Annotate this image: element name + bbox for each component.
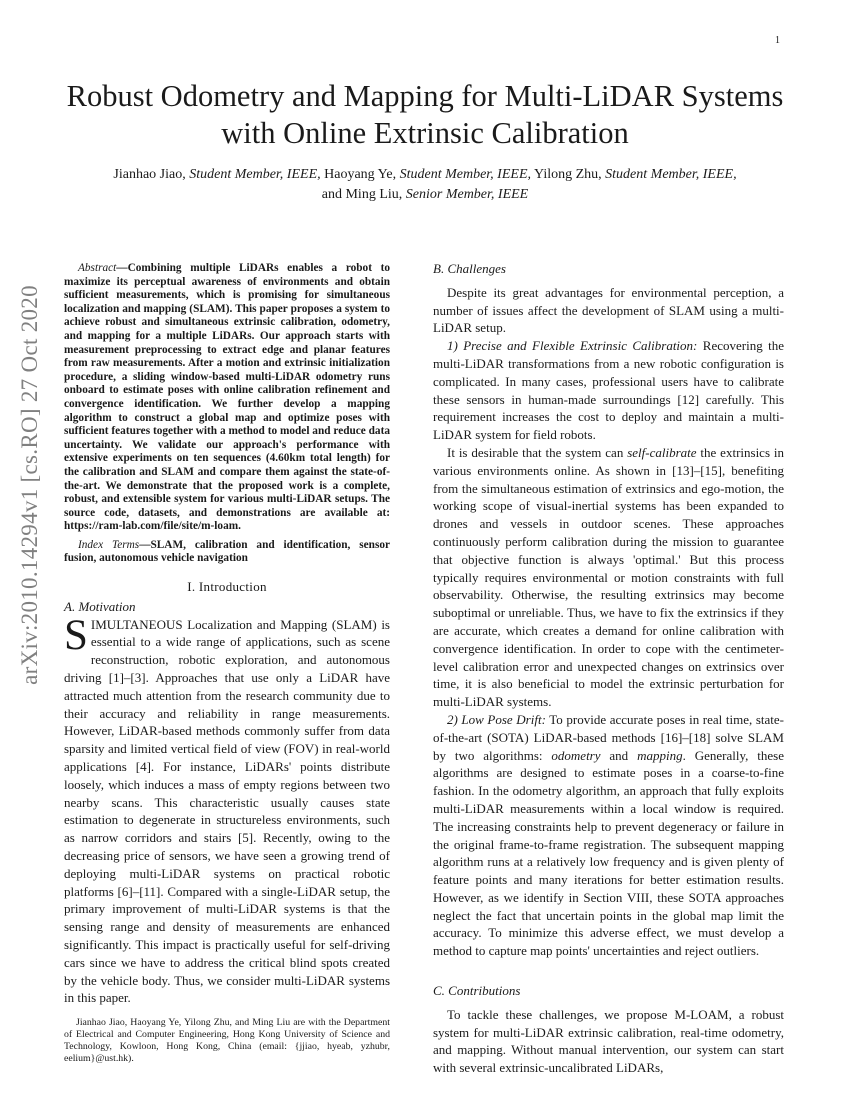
paragraph-text: To provide accurate poses in real time, state-of-the-art (SOTA) LiDAR-based methods [16]–[18] solve SLAM by two algorithms: <box>433 711 784 763</box>
author-name: Jianhao Jiao, <box>113 167 186 182</box>
paragraph-text: and <box>600 747 638 763</box>
subsection-heading: B. Challenges <box>433 261 506 276</box>
motivation-text: IMULTANEOUS Localization and Mapping (SLAM) is essential to a wide range of applications, such as scene reconstruction, robotic exploration, and autonomous driving [1]–[3]. Approaches that use only a LiDAR have attracted much attention from the research community due to their accuracy and reliability in range measurements. However, LiDAR-based methods commonly suffer from data sparsity and limited vertical field of view (FOV) in real-world applications [4]. For instance, LiDARs' points distribute loosely, which induces a mass of empty regions between two nearby scans. This characteristic usually causes state estimation to degenerate in structureless environments, such as narrow corridors and stairs [5]. Recently, owing to the decreasing price of sensors, we have seen a growing trend of deploying multi-LiDAR systems on practical robotic platforms [6]–[11]. Compared with a single-LiDAR setup, the primary improvement of multi-LiDAR systems is that the sensing range and density of measurements are enhanced significantly. This impact is practically useful for self-driving cars since we have to address the critical blind spots created by the vehicle body. Thus, we consider multi-LiDAR systems in this paper. <box>64 616 390 1006</box>
abstract <box>64 262 390 534</box>
page-number: 1 <box>775 35 780 46</box>
body-paragraph <box>433 711 784 960</box>
paragraph-text: . Generally, these algorithms are designed to estimate poses in a coarse-to-fine fashion. In the odometry algorithm, an approach that fully exploits multi-LiDAR measurements within a local window is required. The increasing constraints help to prevent degeneracy or failure in the original frame-to-frame registration. The subsequent mapping algorithm runs at a relatively low frequency and is given plenty of feature points and many iterations for better estimation results. However, as we identify in Section VIII, these SOTA approaches neglect the fact that uncertain points in the global map limit the accuracy. To minimize this adverse effect, we must develop a method to capture map points' uncertainties and reject outliers. <box>433 747 784 959</box>
section-heading: I. Introduction <box>187 579 267 595</box>
paragraph-heading: 1) Precise and Flexible Extrinsic Calibration: <box>447 338 698 354</box>
left-column <box>64 262 390 1065</box>
emphasis-text: mapping <box>637 747 683 763</box>
arxiv-identifier-stamp <box>10 280 50 690</box>
author-role: Student Member, IEEE, <box>189 167 321 182</box>
body-paragraph <box>433 337 784 444</box>
subsection-heading: A. Motivation <box>64 598 136 614</box>
paper-title: Robust Odometry and Mapping for Multi-LiDAR Systems with Online Extrinsic Calibration <box>66 79 784 150</box>
paragraph-text: Recovering the multi-LiDAR transformations from a new robotic configuration is complicated. In many cases, professional users have to calibrate these sensors in human-made surroundings [12] carefully. This requirement increases the cost to deploy and maintain a multi-LiDAR system for field robots. <box>433 338 785 443</box>
index-terms <box>64 539 390 566</box>
author-list <box>60 165 790 205</box>
author-name: Haoyang Ye, <box>324 167 397 182</box>
paragraph-heading: 2) Low Pose Drift: <box>447 711 546 727</box>
author-name: Yilong Zhu, <box>534 167 602 182</box>
arxiv-identifier-text: arXiv:2010.14294v1 [cs.RO] 27 Oct 2020 <box>17 285 43 685</box>
body-paragraph: Despite its great advantages for environmental perception, a number of issues affect the development of SLAM using a multi-LiDAR setup. <box>433 284 784 336</box>
index-terms-text: —SLAM, calibration and identification, sensor fusion, autonomous vehicle navigation <box>64 538 391 565</box>
body-paragraph: To tackle these challenges, we propose M-LOAM, a robust system for multi-LiDAR extrinsic calibration, real-time odometry, and mapping. Without manual intervention, our system can start with several extrinsic-uncalibrated LiDARs, <box>433 1006 784 1076</box>
index-terms-lead: Index Terms <box>78 538 140 551</box>
paragraph-text: the extrinsics in various environments online. As shown in [13]–[15], benefiting from the simultaneous estimation of extrinsics and ego-motion, the working scope of visual-inertial systems has been expanded to drones and vessels in outdoor scenes. These approaches continuously perform calibration during the mission to guarantee that objective function is always 'optimal.' But this process typically requires environmental or motion constraints with full observability. Otherwise, the resulting extrinsics may become suboptimal or unreliable. Thus, we have to fix the extrinsics if they are accurate, which creates a demand for online calibration with convergence identification. In order to cope with the centimeter-level calibration error and unexpected changes on extrinsics over time, it is also beneficial to model the extrinsic perturbation for multi-LiDAR systems. <box>433 444 784 710</box>
abstract-text: —Combining multiple LiDARs enables a robot to maximize its perceptual awareness of environments and obtain sufficient measurements, which is promising for simultaneous localization and mapping (SLAM). This paper proposes a system to achieve robust and simultaneous extrinsic calibration, odometry, and mapping for a multiple LiDARs. Our approach starts with measurement preprocessing to extract edge and planar features from raw measurements. After a motion and extrinsic initialization procedure, a sliding window-based multi-LiDAR odometry runs onboard to estimate poses with online calibration refinement and convergence identification. We further develop a mapping algorithm to construct a global map and optimize poses with sufficient features together with a method to model and reduce data uncertainty. We validate our approach's performance with extensive experiments on ten sequences (4.60km total length) for the calibration and SLAM and compare them against the state-of-the-art. We demonstrate that the proposed work is a complete, robust, and extensible system for various multi-LiDAR setups. The source code, datasets, and demonstrations are available at: https://ram-lab.com/file/site/m-loam. <box>64 262 390 533</box>
motivation-paragraph <box>64 611 390 1008</box>
body-paragraph <box>433 444 784 711</box>
affiliation-footnote: Jianhao Jiao, Haoyang Ye, Yilong Zhu, and Ming Liu are with the Department of Electrical and Computer Engineering, Hong Kong University of Science and Technology, Kowloon, Hong Kong, China (email: {jjiao, hyeab, yzhubr, eelium}@ust.hk). <box>64 1017 390 1065</box>
drop-cap: S <box>64 611 88 659</box>
emphasis-text: odometry <box>551 747 601 763</box>
right-column <box>433 260 784 1077</box>
emphasis-text: self-calibrate <box>627 444 697 460</box>
author-role: Senior Member, IEEE <box>405 187 529 202</box>
author-role: Student Member, IEEE, <box>605 167 737 182</box>
paragraph-text: It is desirable that the system can <box>447 444 628 460</box>
subsection-heading: C. Contributions <box>433 983 521 999</box>
author-name: and Ming Liu, <box>321 187 403 202</box>
abstract-lead: Abstract <box>78 262 117 274</box>
author-role: Student Member, IEEE, <box>399 167 532 182</box>
